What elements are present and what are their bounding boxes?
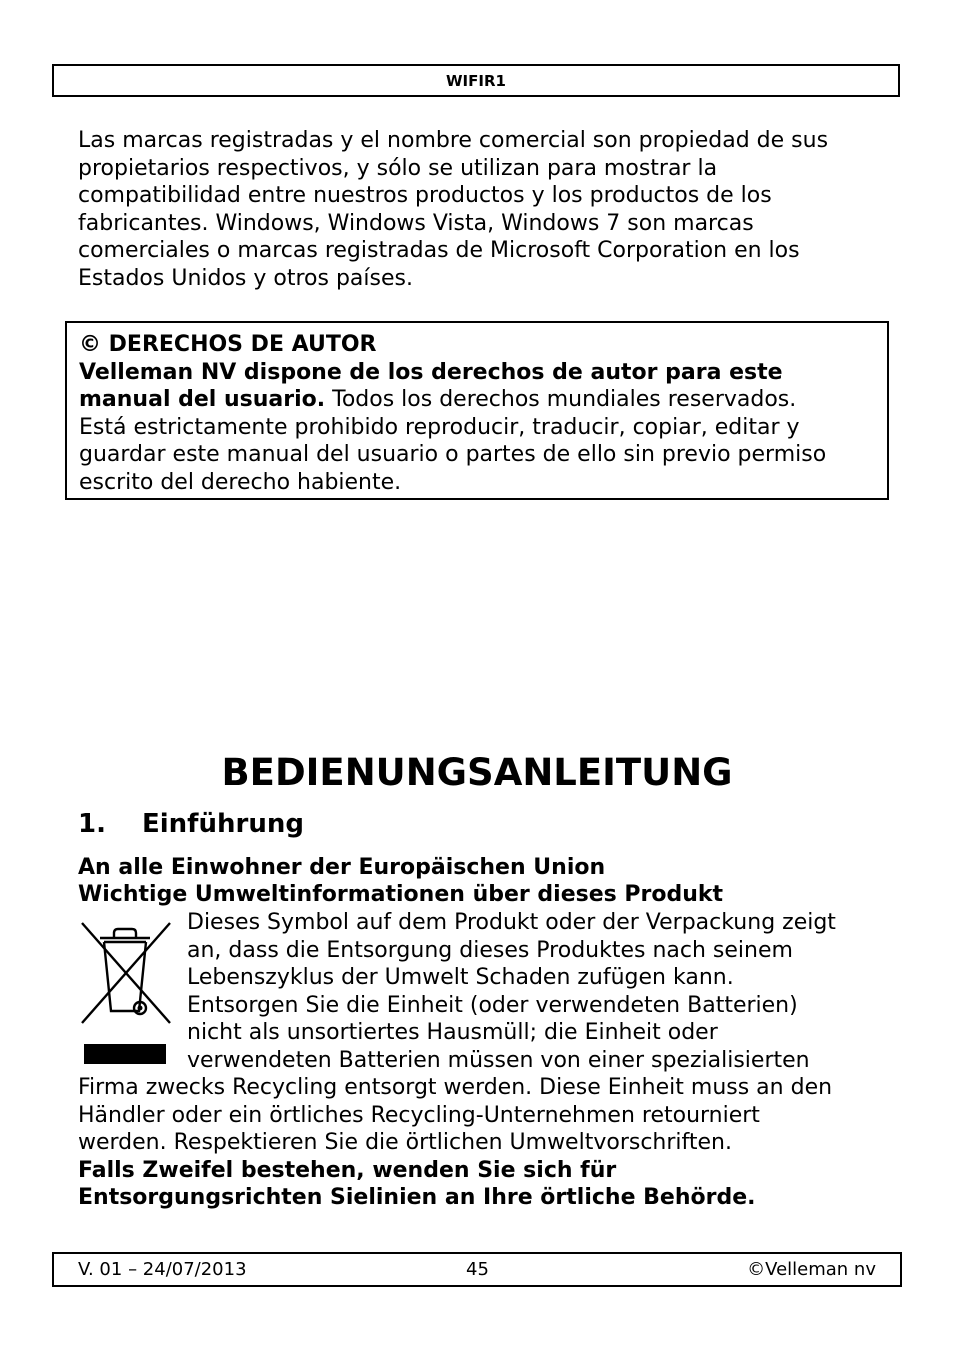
header-model: WIFIR1 bbox=[446, 72, 506, 90]
trademark-line: comerciales o marcas registradas de Microsoft Corporation en los bbox=[78, 238, 800, 264]
copyright-bold-line: Velleman NV dispone de los derechos de autor para este bbox=[79, 359, 783, 385]
weee-line: an, dass die Entsorgung dieses Produktes nach seinem bbox=[187, 937, 793, 963]
eu-heading: An alle Einwohner der Europäischen Union bbox=[78, 855, 606, 880]
copyright-line: Está estrictamente prohibido reproducir, traducir, copiar, editar y bbox=[79, 414, 800, 440]
weee-line: Entsorgen Sie die Einheit (oder verwendeten Batterien) bbox=[187, 992, 798, 1018]
main-title: BEDIENUNGSANLEITUNG bbox=[221, 751, 733, 794]
weee-line: nicht als unsortiertes Hausmüll; die Einheit oder bbox=[187, 1020, 718, 1046]
copyright-bold-line: manual del usuario. bbox=[79, 387, 326, 413]
weee-description bbox=[187, 909, 887, 1075]
weee-line: Händler oder ein örtliches Recycling-Unternehmen retourniert bbox=[78, 1102, 760, 1128]
section-heading bbox=[78, 806, 304, 842]
footer-version: V. 01 – 24/07/2013 bbox=[78, 1259, 247, 1280]
section-number: 1. bbox=[78, 809, 106, 839]
copyright-line: escrito del derecho habiente. bbox=[79, 469, 402, 495]
crossed-out-wheelie-bin-icon bbox=[78, 915, 174, 1071]
copyright-box bbox=[65, 321, 889, 500]
eu-subheading: Wichtige Umweltinformationen über dieses Produkt bbox=[78, 882, 724, 907]
page-footer bbox=[52, 1252, 902, 1287]
trademark-line: Estados Unidos y otros países. bbox=[78, 265, 413, 291]
weee-continuation bbox=[78, 1074, 898, 1212]
footer-copyright: ©Velleman nv bbox=[747, 1259, 876, 1280]
weee-line: verwendeten Batterien müssen von einer spezialisierten bbox=[187, 1047, 810, 1073]
trademark-line: fabricantes. Windows, Windows Vista, Windows 7 son marcas bbox=[78, 210, 754, 236]
weee-line: werden. Respektieren Sie die örtlichen Umweltvorschriften. bbox=[78, 1130, 732, 1156]
weee-line: Dieses Symbol auf dem Produkt oder der Verpackung zeigt bbox=[187, 910, 836, 935]
section-title: Einführung bbox=[142, 809, 304, 839]
weee-line: Lebenszyklus der Umwelt Schaden zufügen kann. bbox=[187, 965, 734, 991]
page-header bbox=[52, 64, 900, 97]
trademark-paragraph bbox=[78, 127, 878, 293]
footer-page-number: 45 bbox=[466, 1259, 489, 1280]
trademark-line: Las marcas registradas y el nombre comercial son propiedad de sus bbox=[78, 128, 829, 153]
copyright-line: Todos los derechos mundiales reservados. bbox=[325, 387, 797, 413]
trademark-line: compatibilidad entre nuestros productos y los productos de los bbox=[78, 183, 772, 209]
closing-bold-line: Falls Zweifel bestehen, wenden Sie sich für bbox=[78, 1157, 617, 1183]
copyright-title: © DERECHOS DE AUTOR bbox=[79, 332, 377, 357]
copyright-line: guardar este manual del usuario o partes de ello sin previo permiso bbox=[79, 442, 827, 468]
weee-line: Firma zwecks Recycling entsorgt werden. Diese Einheit muss an den bbox=[78, 1075, 833, 1100]
trademark-line: propietarios respectivos, y sólo se utilizan para mostrar la bbox=[78, 155, 718, 181]
closing-bold-line: Entsorgungsrichten Sielinien an Ihre örtliche Behörde. bbox=[78, 1185, 756, 1211]
